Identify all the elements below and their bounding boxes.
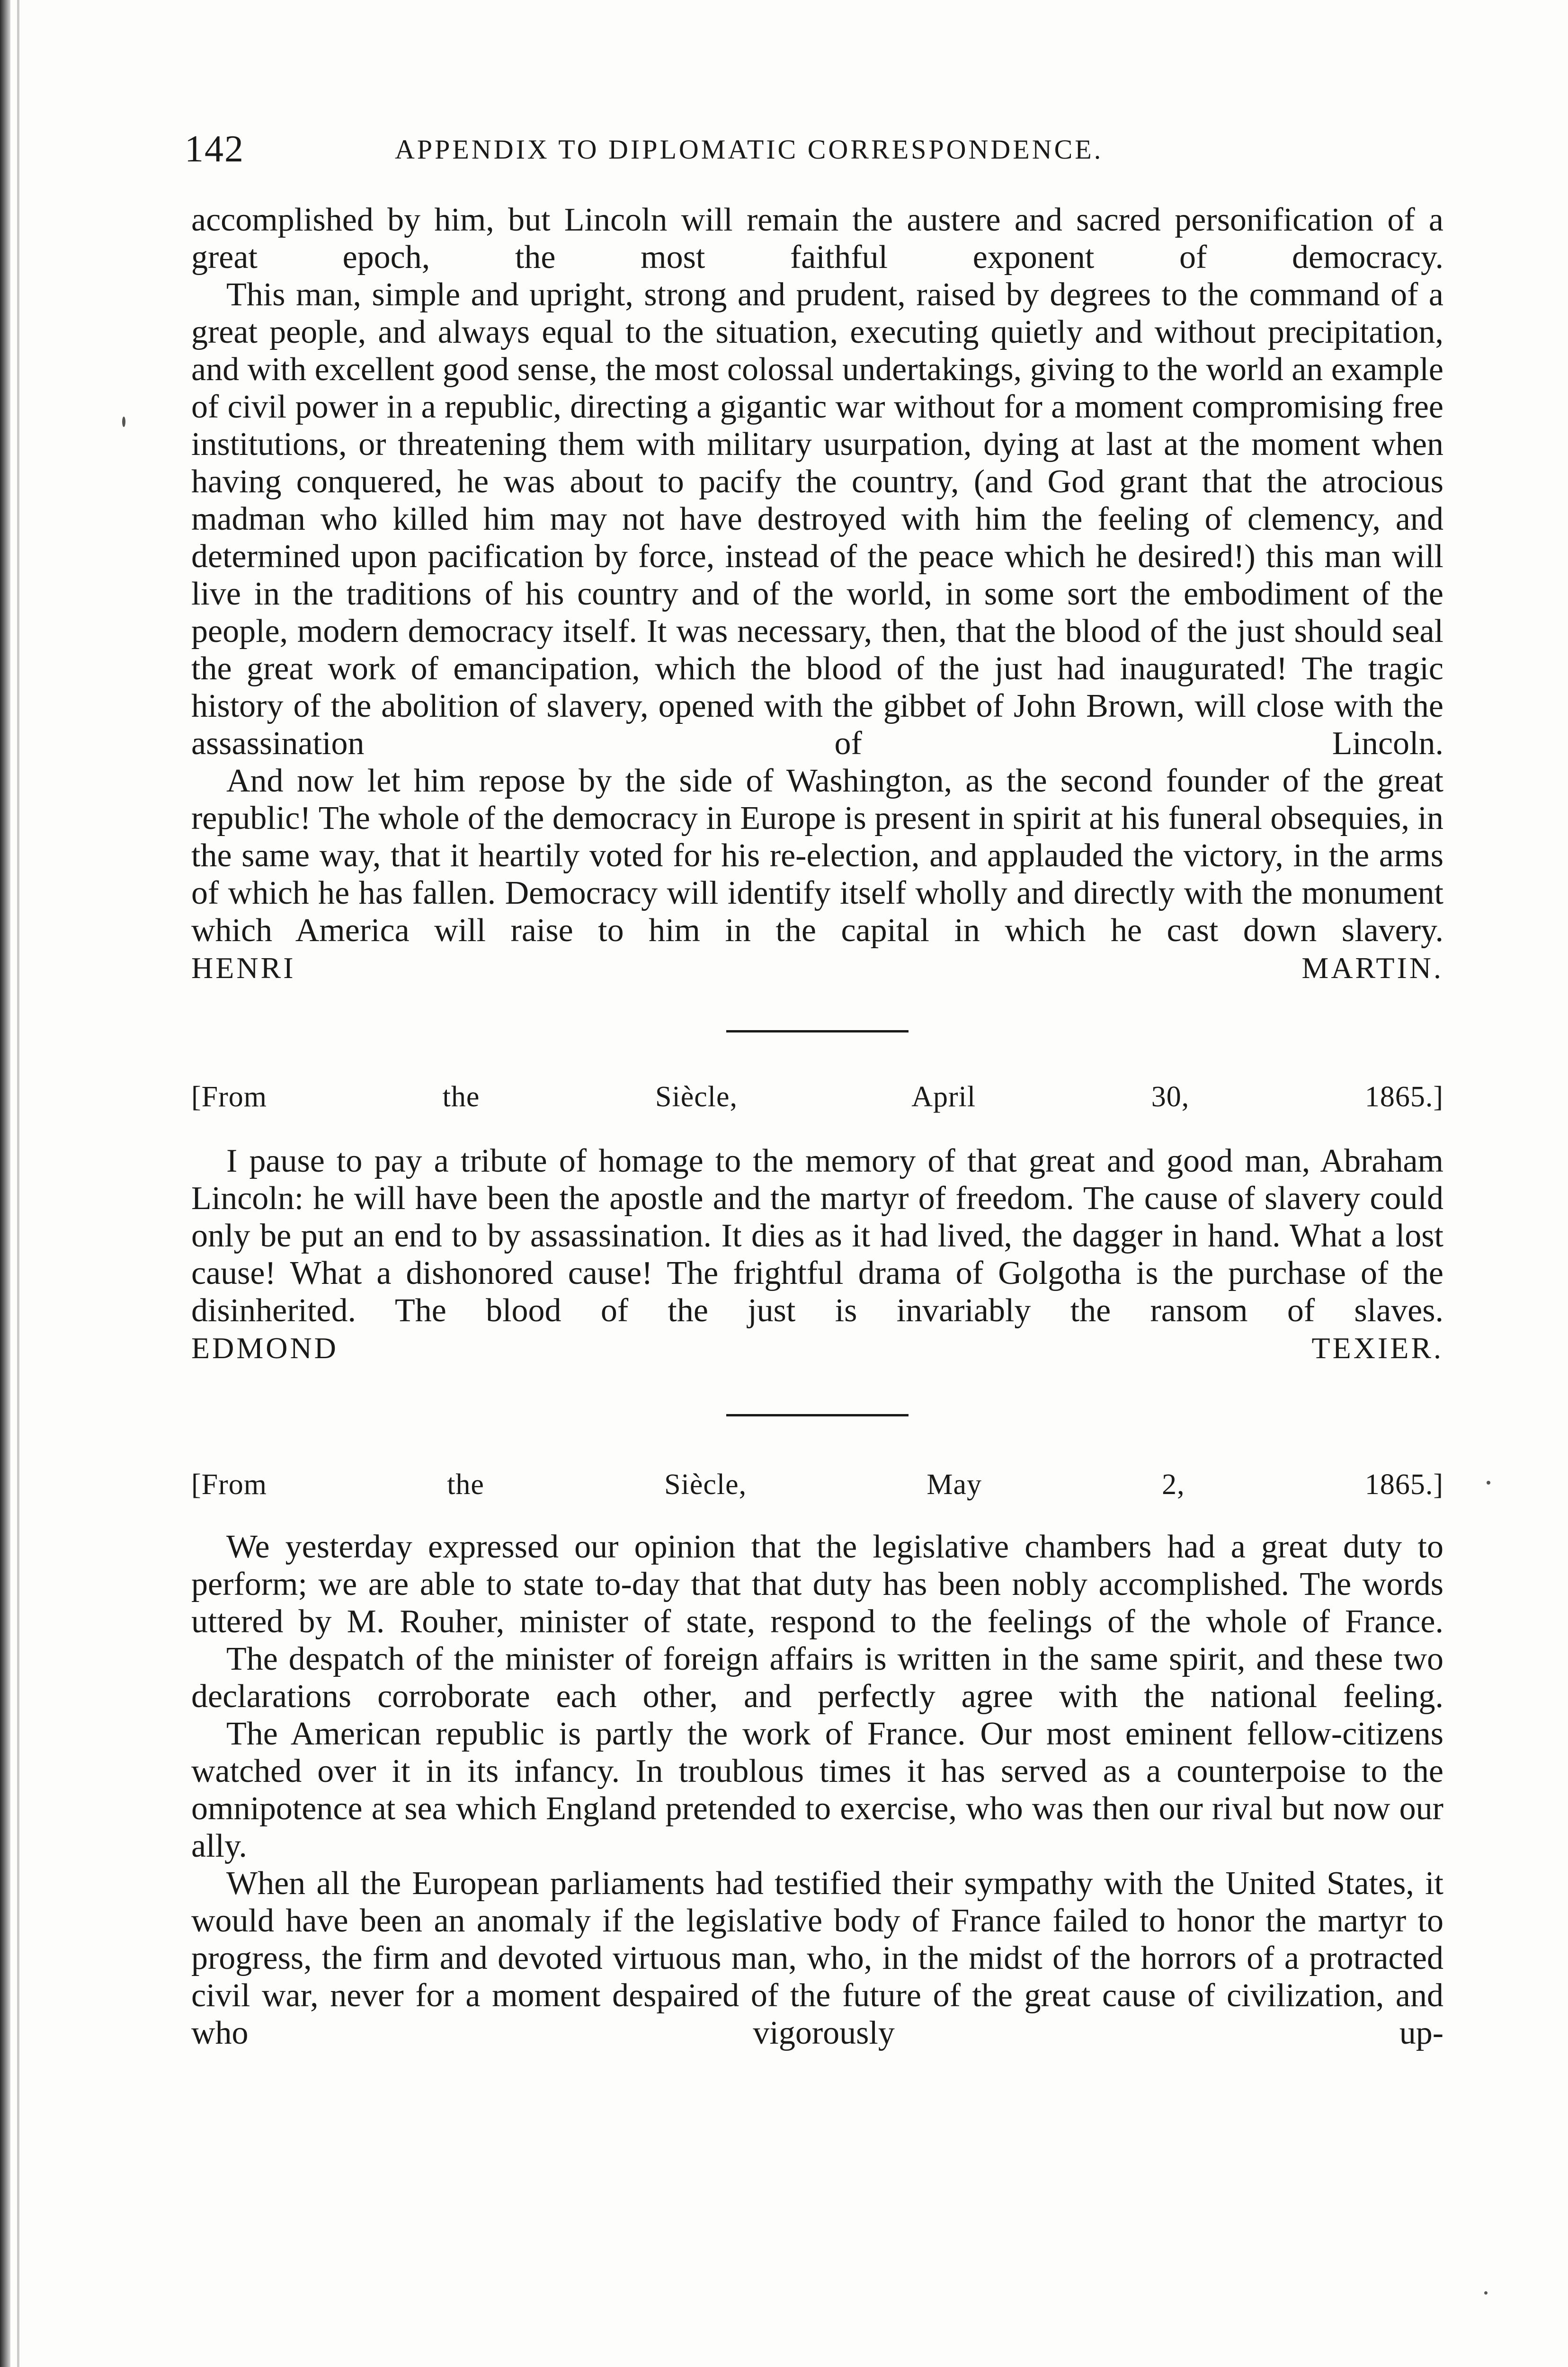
section-divider: [726, 1414, 909, 1416]
signature-edmond-texier: EDMOND TEXIER.: [191, 1331, 1443, 1365]
paragraph: This man, simple and upright, strong and prudent, raised by degrees to the command of a great people, and always equal to the situation, executing quietly and without precipitation, and with excellent good sense, the most colossal undertakings, giving to the world an example of civil power in a republic, directing a gigantic war without for a moment compromising free institutions, or threatening them with military usurpation, dying at last at the moment when having conquered, he was about to pacify the country, (and God grant that the atrocious madman who killed him may not have destroyed with him the feeling of clemency, and determined upon pacification by force, instead of the peace which he desired!) this man will live in the traditions of his country and of the world, in some sort the embodiment of the people, modern democracy itself. It was necessary, then, that the blood of the just should seal the great work of emancipation, which the blood of the just had inaugurated! The tragic history of the abolition of slavery, opened with the gibbet of John Brown, will close with the assassination of Lincoln.: [191, 276, 1443, 762]
source-citation: [From the Siècle, April 30, 1865.]: [191, 1081, 1443, 1113]
signature-henri-martin: HENRI MARTIN.: [191, 951, 1443, 985]
henri-martin-article: [191, 201, 1443, 987]
scan-speck: [1487, 1481, 1490, 1485]
paragraph: I pause to pay a tribute of homage to the memory of that great and good man, Abraham Lincoln: he will have been the apostle and the martyr of freedom. The cause of slavery could only be put an end to by assassination. It dies as it had lived, the dagger in hand. What a lost cause! What a dishonored cause! The frightful drama of Golgotha is the purchase of the disinherited. The blood of the just is invariably the ransom of slaves.: [191, 1143, 1443, 1329]
page-number: 142: [185, 128, 244, 170]
binding-edge: [0, 0, 10, 2367]
source-citation: [From the Siècle, May 2, 1865.]: [191, 1468, 1443, 1501]
paragraph: The American republic is partly the work of France. Our most eminent fellow-citizens watched over it in its infancy. In troublous times it has served as a counterpoise to the omnipotence at sea which England pretended to exercise, who was then our rival but now our ally.: [191, 1716, 1443, 1864]
paragraph: We yesterday expressed our opinion that the legislative chambers had a great duty to perform; we are able to state to-day that that duty has been nobly accomplished. The words uttered by M. Rouher, minister of state, respond to the feelings of the whole of France.: [191, 1529, 1443, 1640]
paragraph: And now let him repose by the side of Washington, as the second founder of the great republic! The whole of the democracy in Europe is present in spirit at his funeral obsequies, in the same way, that it heartily voted for his re-election, and applauded the victory, in the arms of which he has fallen. Democracy will identify itself wholly and directly with the monument which America will raise to him in the capital in which he cast down slavery.: [191, 763, 1443, 949]
scan-speck: [1484, 2291, 1488, 2295]
running-title: APPENDIX TO DIPLOMATIC CORRESPONDENCE.: [395, 134, 1104, 165]
running-head: [185, 128, 1443, 175]
binding-shadow: [17, 0, 19, 2367]
paragraph: When all the European parliaments had testified their sympathy with the United States, it would have been an anomaly if the legislative body of France failed to honor the martyr to progress, the firm and devoted virtuous man, who, in the midst of the horrors of a protracted civil war, never for a moment despaired of the future of the great cause of civilization, and who vigorously up-: [191, 1865, 1443, 2051]
page-content: [185, 128, 1443, 2052]
paragraph: accomplished by him, but Lincoln will remain the austere and sacred personification of a great epoch, the most faithful exponent of democracy.: [191, 202, 1443, 276]
section-divider: [726, 1030, 909, 1032]
paragraph: The despatch of the minister of foreign affairs is written in the same spirit, and these two declarations corroborate each other, and perfectly agree with the national feeling.: [191, 1641, 1443, 1715]
siecle-may-article: [191, 1528, 1443, 2052]
scan-speck: [122, 417, 125, 427]
edmond-texier-article: [191, 1142, 1443, 1367]
